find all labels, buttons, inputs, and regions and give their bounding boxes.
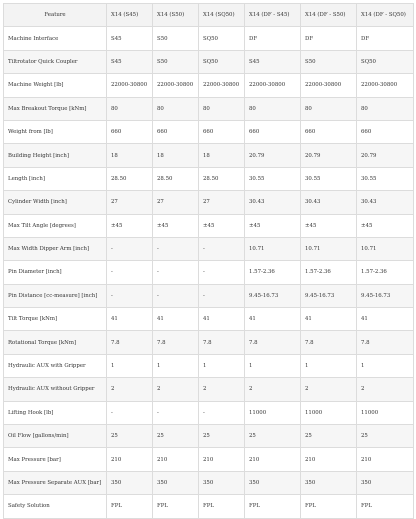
spec-value-cell: 25 — [301, 425, 357, 448]
spec-value-cell: 22000-30800 — [301, 74, 357, 97]
spec-value-cell: 18 — [107, 144, 153, 167]
spec-value-cell: - — [199, 284, 245, 307]
spec-value-cell: 22000-30800 — [245, 74, 301, 97]
feature-label-cell: Machine Weight [lb] — [4, 74, 107, 97]
spec-value-cell: 350 — [301, 471, 357, 494]
spec-value-cell: 80 — [245, 97, 301, 120]
spec-value-cell: 210 — [107, 448, 153, 471]
table-row — [4, 401, 414, 424]
spec-value-cell: 10.71 — [301, 237, 357, 260]
spec-value-cell: - — [153, 237, 199, 260]
spec-value-cell: FPL — [245, 495, 301, 518]
table-row — [4, 97, 414, 120]
spec-value-cell: 30.43 — [301, 191, 357, 214]
column-header-model: X14 (DF - SQ50) — [357, 4, 414, 27]
feature-label-cell: Hydraulic AUX without Gripper — [4, 378, 107, 401]
feature-label-cell: Machine Interface — [4, 27, 107, 50]
spec-value-cell: 350 — [199, 471, 245, 494]
table-row — [4, 261, 414, 284]
spec-value-cell: 25 — [153, 425, 199, 448]
spec-value-cell: - — [199, 401, 245, 424]
feature-label-cell: Length [inch] — [4, 167, 107, 190]
spec-value-cell: 28.50 — [107, 167, 153, 190]
spec-value-cell: 41 — [357, 308, 414, 331]
spec-value-cell: 1 — [199, 354, 245, 377]
spec-value-cell: SQ50 — [357, 50, 414, 73]
feature-label-cell: Max Breakout Torque [kNm] — [4, 97, 107, 120]
spec-value-cell: 30.55 — [357, 167, 414, 190]
spec-value-cell: 210 — [153, 448, 199, 471]
spec-value-cell: S45 — [107, 27, 153, 50]
spec-value-cell: 2 — [301, 378, 357, 401]
spec-value-cell: 28.50 — [199, 167, 245, 190]
table-row — [4, 331, 414, 354]
spec-value-cell: 22000-30800 — [107, 74, 153, 97]
spec-value-cell: ±45 — [357, 214, 414, 237]
spec-value-cell: 2 — [357, 378, 414, 401]
spec-value-cell: 1 — [245, 354, 301, 377]
header-row — [4, 4, 414, 27]
spec-value-cell: 18 — [199, 144, 245, 167]
spec-value-cell: SQ50 — [199, 27, 245, 50]
spec-value-cell: 20.79 — [301, 144, 357, 167]
spec-value-cell: FPL — [199, 495, 245, 518]
spec-value-cell: FPL — [107, 495, 153, 518]
spec-value-cell: 1.57-2.36 — [357, 261, 414, 284]
spec-comparison-table — [3, 3, 414, 519]
spec-value-cell: 660 — [199, 120, 245, 143]
spec-value-cell: ±45 — [301, 214, 357, 237]
spec-value-cell: - — [153, 401, 199, 424]
feature-label-cell: Pin Distance [cc-measure] [inch] — [4, 284, 107, 307]
spec-value-cell: 22000-30800 — [357, 74, 414, 97]
table-row — [4, 74, 414, 97]
table-row — [4, 144, 414, 167]
feature-label-cell: Tiltrotator Quick Coupler — [4, 50, 107, 73]
table-row — [4, 354, 414, 377]
spec-value-cell: 660 — [153, 120, 199, 143]
table-row — [4, 308, 414, 331]
spec-value-cell: FPL — [153, 495, 199, 518]
feature-label-cell: Max Pressure [bar] — [4, 448, 107, 471]
spec-value-cell: 1 — [301, 354, 357, 377]
spec-value-cell: 22000-30800 — [199, 74, 245, 97]
table-row — [4, 378, 414, 401]
spec-value-cell: 11000 — [357, 401, 414, 424]
column-header-model: X14 (DF - S45) — [245, 4, 301, 27]
spec-value-cell: 2 — [107, 378, 153, 401]
spec-value-cell: ±45 — [153, 214, 199, 237]
spec-value-cell: 9.45-16.73 — [357, 284, 414, 307]
spec-value-cell: 1.57-2.36 — [301, 261, 357, 284]
spec-value-cell: 28.50 — [153, 167, 199, 190]
spec-value-cell: - — [153, 261, 199, 284]
table-row — [4, 191, 414, 214]
spec-value-cell: DF — [245, 27, 301, 50]
spec-value-cell: 27 — [107, 191, 153, 214]
spec-value-cell: ±45 — [245, 214, 301, 237]
spec-value-cell: 7.8 — [301, 331, 357, 354]
spec-value-cell: 80 — [107, 97, 153, 120]
table-row — [4, 448, 414, 471]
spec-value-cell: 30.55 — [245, 167, 301, 190]
table-body — [4, 27, 414, 518]
table-row — [4, 120, 414, 143]
spec-value-cell: 41 — [153, 308, 199, 331]
feature-label-cell: Max Width Dipper Arm [inch] — [4, 237, 107, 260]
feature-label-cell: Building Height [inch] — [4, 144, 107, 167]
spec-value-cell: 80 — [199, 97, 245, 120]
column-header-model: X14 (SQ50) — [199, 4, 245, 27]
column-header-model: X14 (DF - S50) — [301, 4, 357, 27]
spec-value-cell: 18 — [153, 144, 199, 167]
spec-value-cell: 41 — [245, 308, 301, 331]
spec-value-cell: 80 — [301, 97, 357, 120]
feature-label-cell: Oil Flow [gallons/min] — [4, 425, 107, 448]
spec-value-cell: 25 — [245, 425, 301, 448]
spec-value-cell: - — [107, 284, 153, 307]
feature-label-cell: Weight from [lb] — [4, 120, 107, 143]
spec-table-container — [3, 3, 413, 519]
table-row — [4, 284, 414, 307]
spec-value-cell: 30.55 — [301, 167, 357, 190]
spec-value-cell: 660 — [357, 120, 414, 143]
feature-label-cell: Pin Diameter [inch] — [4, 261, 107, 284]
spec-value-cell: 80 — [153, 97, 199, 120]
spec-value-cell: S50 — [153, 27, 199, 50]
spec-value-cell: 660 — [301, 120, 357, 143]
spec-value-cell: 350 — [245, 471, 301, 494]
spec-value-cell: 2 — [245, 378, 301, 401]
spec-value-cell: DF — [301, 27, 357, 50]
feature-label-cell: Cylinder Width [inch] — [4, 191, 107, 214]
spec-value-cell: - — [107, 261, 153, 284]
spec-value-cell: 25 — [357, 425, 414, 448]
spec-value-cell: FPL — [301, 495, 357, 518]
feature-label-cell: Tilt Torque [kNm] — [4, 308, 107, 331]
spec-value-cell: 27 — [199, 191, 245, 214]
table-row — [4, 471, 414, 494]
spec-value-cell: 210 — [245, 448, 301, 471]
spec-value-cell: 7.8 — [357, 331, 414, 354]
spec-value-cell: 350 — [153, 471, 199, 494]
spec-value-cell: 660 — [107, 120, 153, 143]
feature-label-cell: Lifting Hook [lb] — [4, 401, 107, 424]
spec-value-cell: 1 — [357, 354, 414, 377]
spec-value-cell: - — [153, 284, 199, 307]
spec-value-cell: 22000-30800 — [153, 74, 199, 97]
spec-value-cell: DF — [357, 27, 414, 50]
table-row — [4, 50, 414, 73]
spec-value-cell: 7.8 — [199, 331, 245, 354]
spec-value-cell: S50 — [153, 50, 199, 73]
column-header-feature: Feature — [4, 4, 107, 27]
feature-label-cell: Max Pressure Separate AUX [bar] — [4, 471, 107, 494]
spec-value-cell: 25 — [107, 425, 153, 448]
spec-value-cell: 11000 — [245, 401, 301, 424]
spec-value-cell: 20.79 — [357, 144, 414, 167]
spec-value-cell: 9.45-16.73 — [245, 284, 301, 307]
feature-label-cell: Rotational Torque [kNm] — [4, 331, 107, 354]
feature-label-cell: Hydraulic AUX with Gripper — [4, 354, 107, 377]
spec-value-cell: - — [107, 401, 153, 424]
spec-value-cell: 11000 — [301, 401, 357, 424]
feature-label-cell: Max Tilt Angle [degrees] — [4, 214, 107, 237]
spec-value-cell: 7.8 — [153, 331, 199, 354]
spec-value-cell: 1 — [153, 354, 199, 377]
spec-value-cell: 30.43 — [357, 191, 414, 214]
spec-value-cell: 25 — [199, 425, 245, 448]
spec-value-cell: 10.71 — [357, 237, 414, 260]
table-row — [4, 495, 414, 518]
feature-label-cell: Safety Solution — [4, 495, 107, 518]
spec-value-cell: 7.8 — [245, 331, 301, 354]
table-header — [4, 4, 414, 27]
spec-value-cell: S50 — [301, 50, 357, 73]
spec-value-cell: 41 — [199, 308, 245, 331]
table-row — [4, 237, 414, 260]
spec-value-cell: 20.79 — [245, 144, 301, 167]
spec-value-cell: FPL — [357, 495, 414, 518]
table-row — [4, 167, 414, 190]
spec-value-cell: 2 — [199, 378, 245, 401]
spec-value-cell: ±45 — [107, 214, 153, 237]
spec-value-cell: - — [107, 237, 153, 260]
spec-value-cell: ±45 — [199, 214, 245, 237]
table-row — [4, 27, 414, 50]
spec-value-cell: 1 — [107, 354, 153, 377]
spec-value-cell: 80 — [357, 97, 414, 120]
spec-value-cell: 1.57-2.36 — [245, 261, 301, 284]
spec-value-cell: 7.8 — [107, 331, 153, 354]
spec-value-cell: SQ50 — [199, 50, 245, 73]
spec-value-cell: 10.71 — [245, 237, 301, 260]
spec-value-cell: 30.43 — [245, 191, 301, 214]
spec-value-cell: 350 — [357, 471, 414, 494]
spec-value-cell: 350 — [107, 471, 153, 494]
spec-value-cell: 9.45-16.73 — [301, 284, 357, 307]
column-header-model: X14 (S50) — [153, 4, 199, 27]
table-row — [4, 214, 414, 237]
spec-value-cell: 41 — [301, 308, 357, 331]
spec-value-cell: S45 — [107, 50, 153, 73]
spec-value-cell: S45 — [245, 50, 301, 73]
spec-value-cell: - — [199, 237, 245, 260]
spec-value-cell: - — [199, 261, 245, 284]
table-row — [4, 425, 414, 448]
spec-value-cell: 41 — [107, 308, 153, 331]
spec-value-cell: 210 — [199, 448, 245, 471]
spec-value-cell: 27 — [153, 191, 199, 214]
spec-value-cell: 210 — [301, 448, 357, 471]
spec-value-cell: 210 — [357, 448, 414, 471]
spec-value-cell: 660 — [245, 120, 301, 143]
spec-value-cell: 2 — [153, 378, 199, 401]
column-header-model: X14 (S45) — [107, 4, 153, 27]
